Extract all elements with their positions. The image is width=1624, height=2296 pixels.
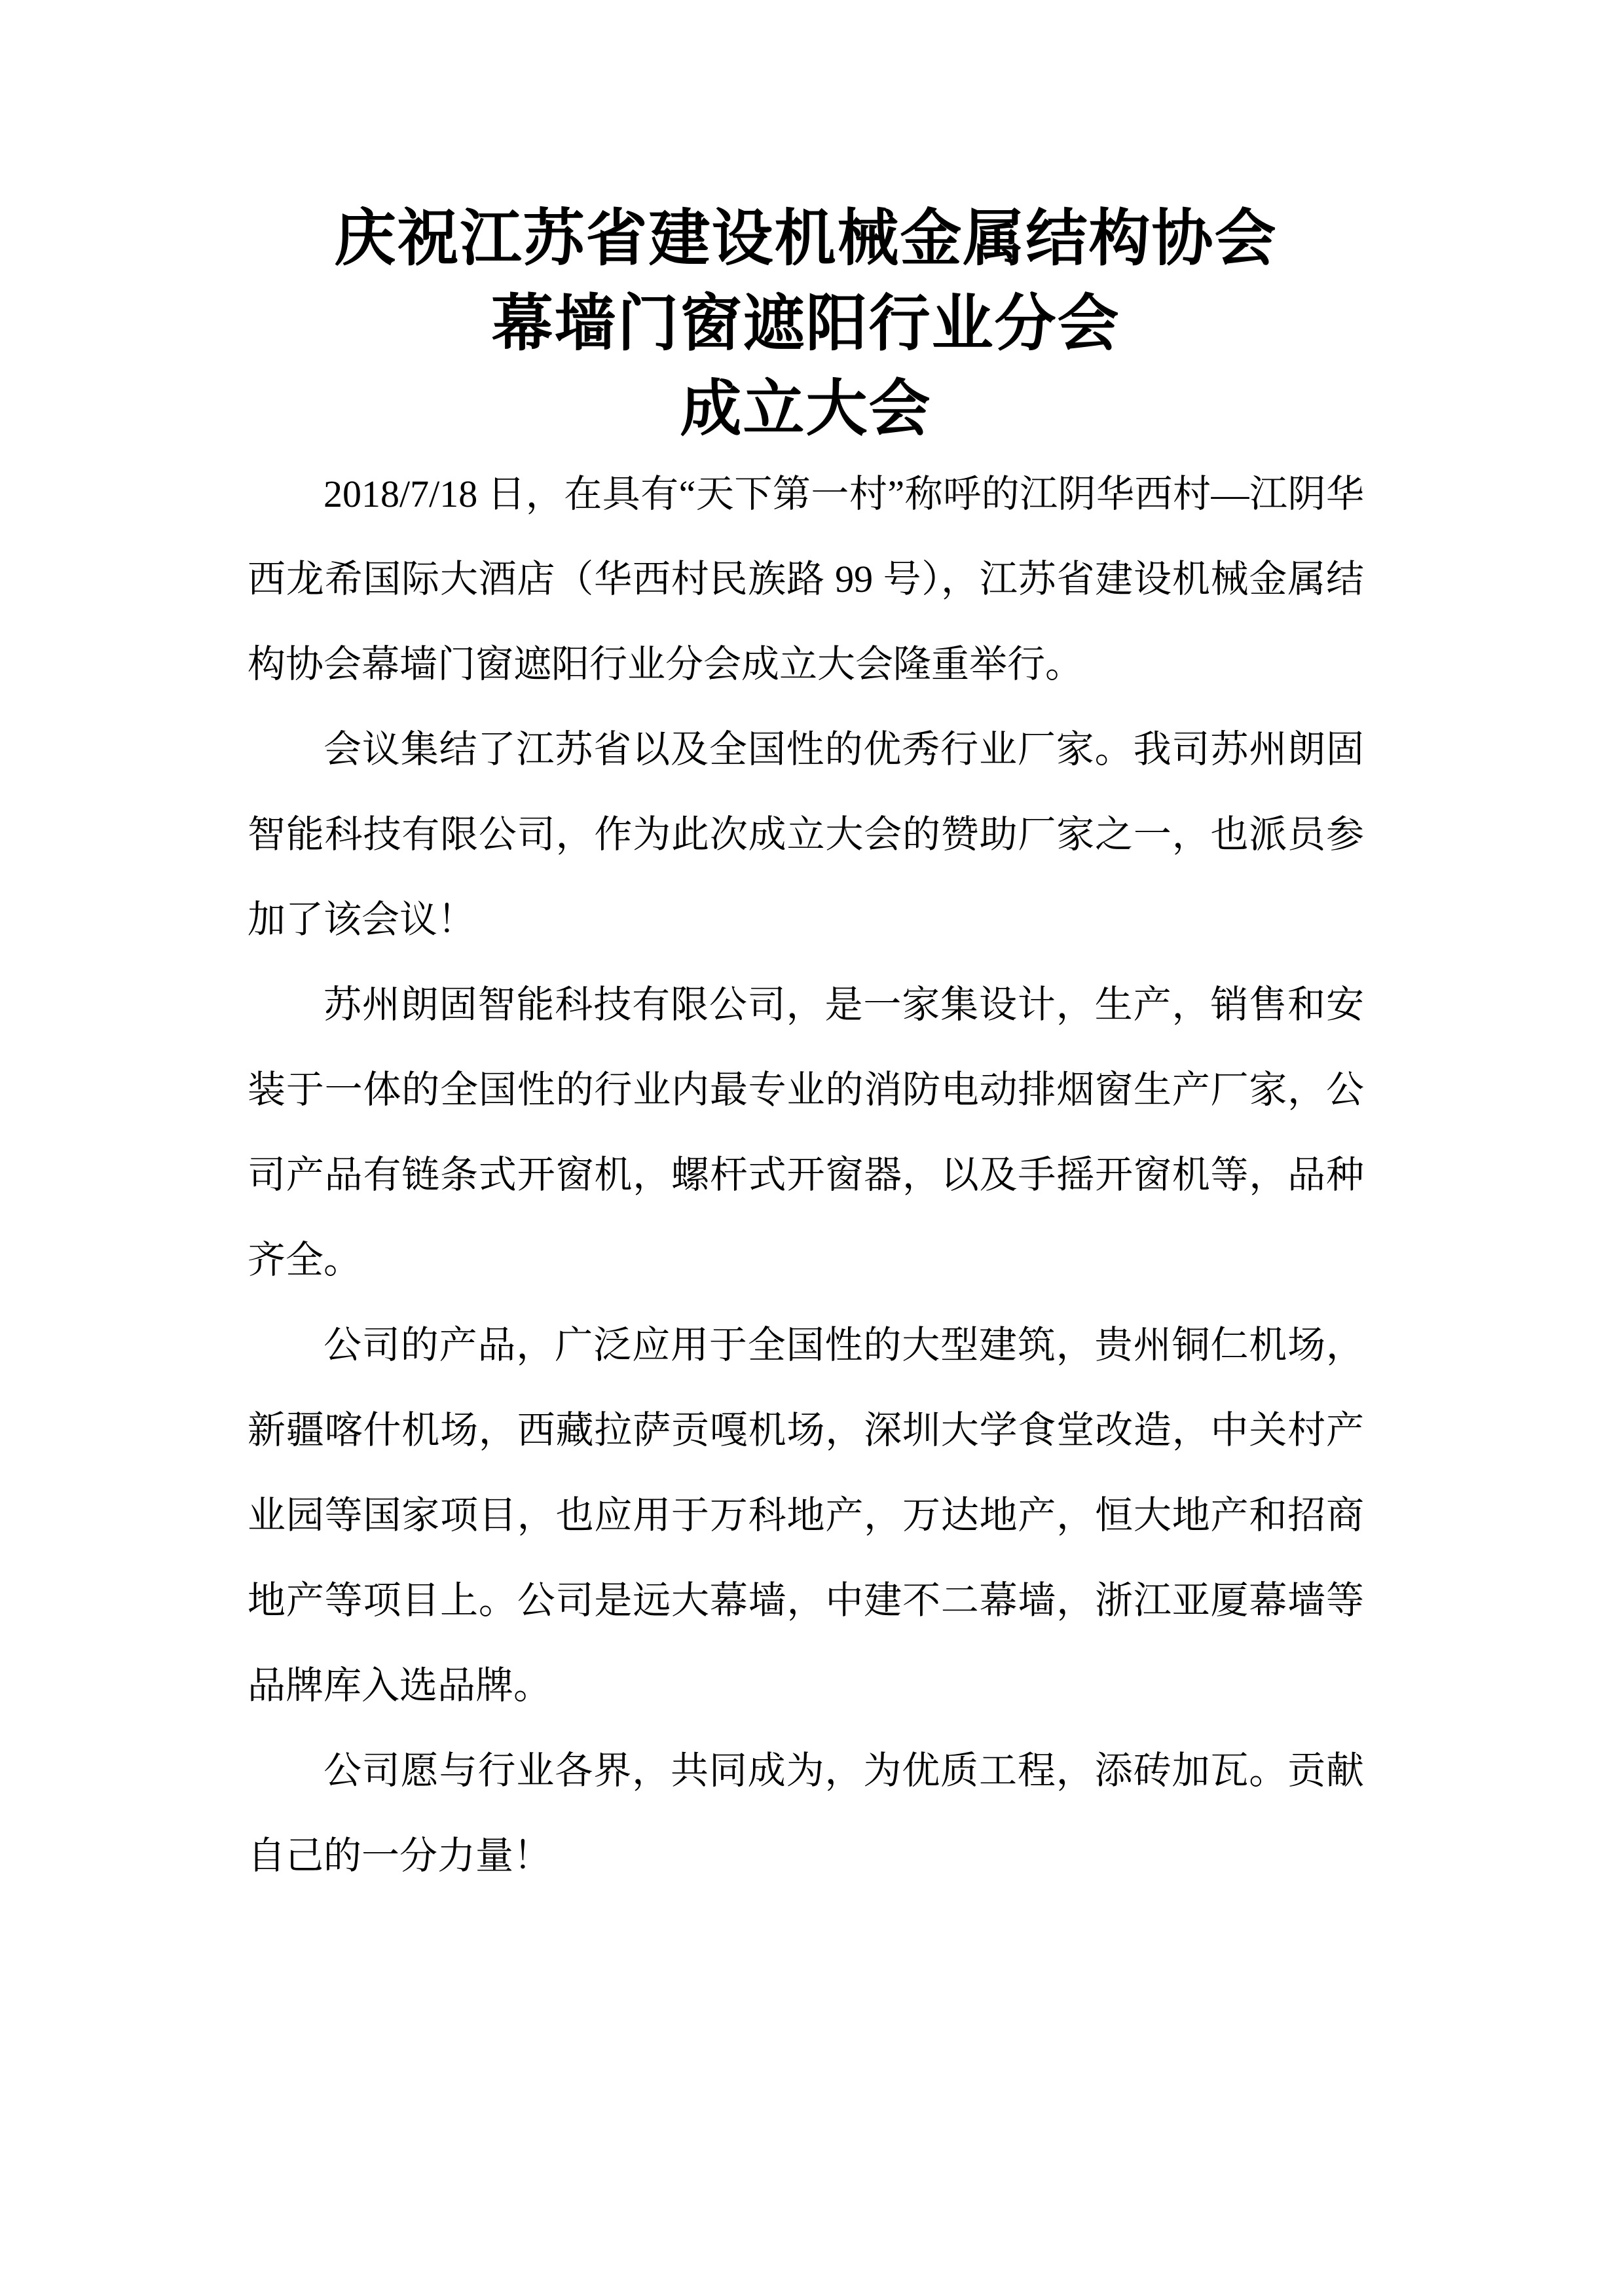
document-title bbox=[248, 196, 1364, 452]
body-paragraph-company-intro: 苏州朗固智能科技有限公司，是一家集设计，生产，销售和安装于一体的全国性的行业内最专业的消防电动排烟窗生产厂家，公司产品有链条式开窗机，螺杆式开窗器，以及手摇开窗机等，品种齐全。 bbox=[248, 983, 1364, 1281]
body-paragraph-attendance: 会议集结了江苏省以及全国性的优秀行业厂家。我司苏州朗固智能科技有限公司，作为此次成立大会的赞助厂家之一，也派员参加了该会议！ bbox=[248, 728, 1364, 941]
document-body bbox=[248, 452, 1364, 1899]
document-title-line-1: 庆祝江苏省建设机械金属结构协会 bbox=[334, 205, 1278, 273]
body-paragraph-closing: 公司愿与行业各界，共同成为，为优质工程，添砖加瓦。贡献自己的一分力量！ bbox=[248, 1749, 1364, 1877]
document-title-line-2: 幕墙门窗遮阳行业分会 bbox=[491, 290, 1120, 358]
body-paragraph-date-event: 2018/7/18 日，在具有“天下第一村”称呼的江阴华西村—江阴华西龙希国际大酒店（华西村民族路 99 号），江苏省建设机械金属结构协会幕墙门窗遮阳行业分会成立大会隆重举行。 bbox=[248, 473, 1364, 685]
document-title-line-3: 成立大会 bbox=[680, 375, 932, 443]
body-paragraph-projects: 公司的产品，广泛应用于全国性的大型建筑，贵州铜仁机场，新疆喀什机场，西藏拉萨贡嘎机场，深圳大学食堂改造，中关村产业园等国家项目，也应用于万科地产，万达地产，恒大地产和招商地产等项目上。公司是远大幕墙，中建不二幕墙，浙江亚厦幕墙等品牌库入选品牌。 bbox=[248, 1324, 1364, 1707]
